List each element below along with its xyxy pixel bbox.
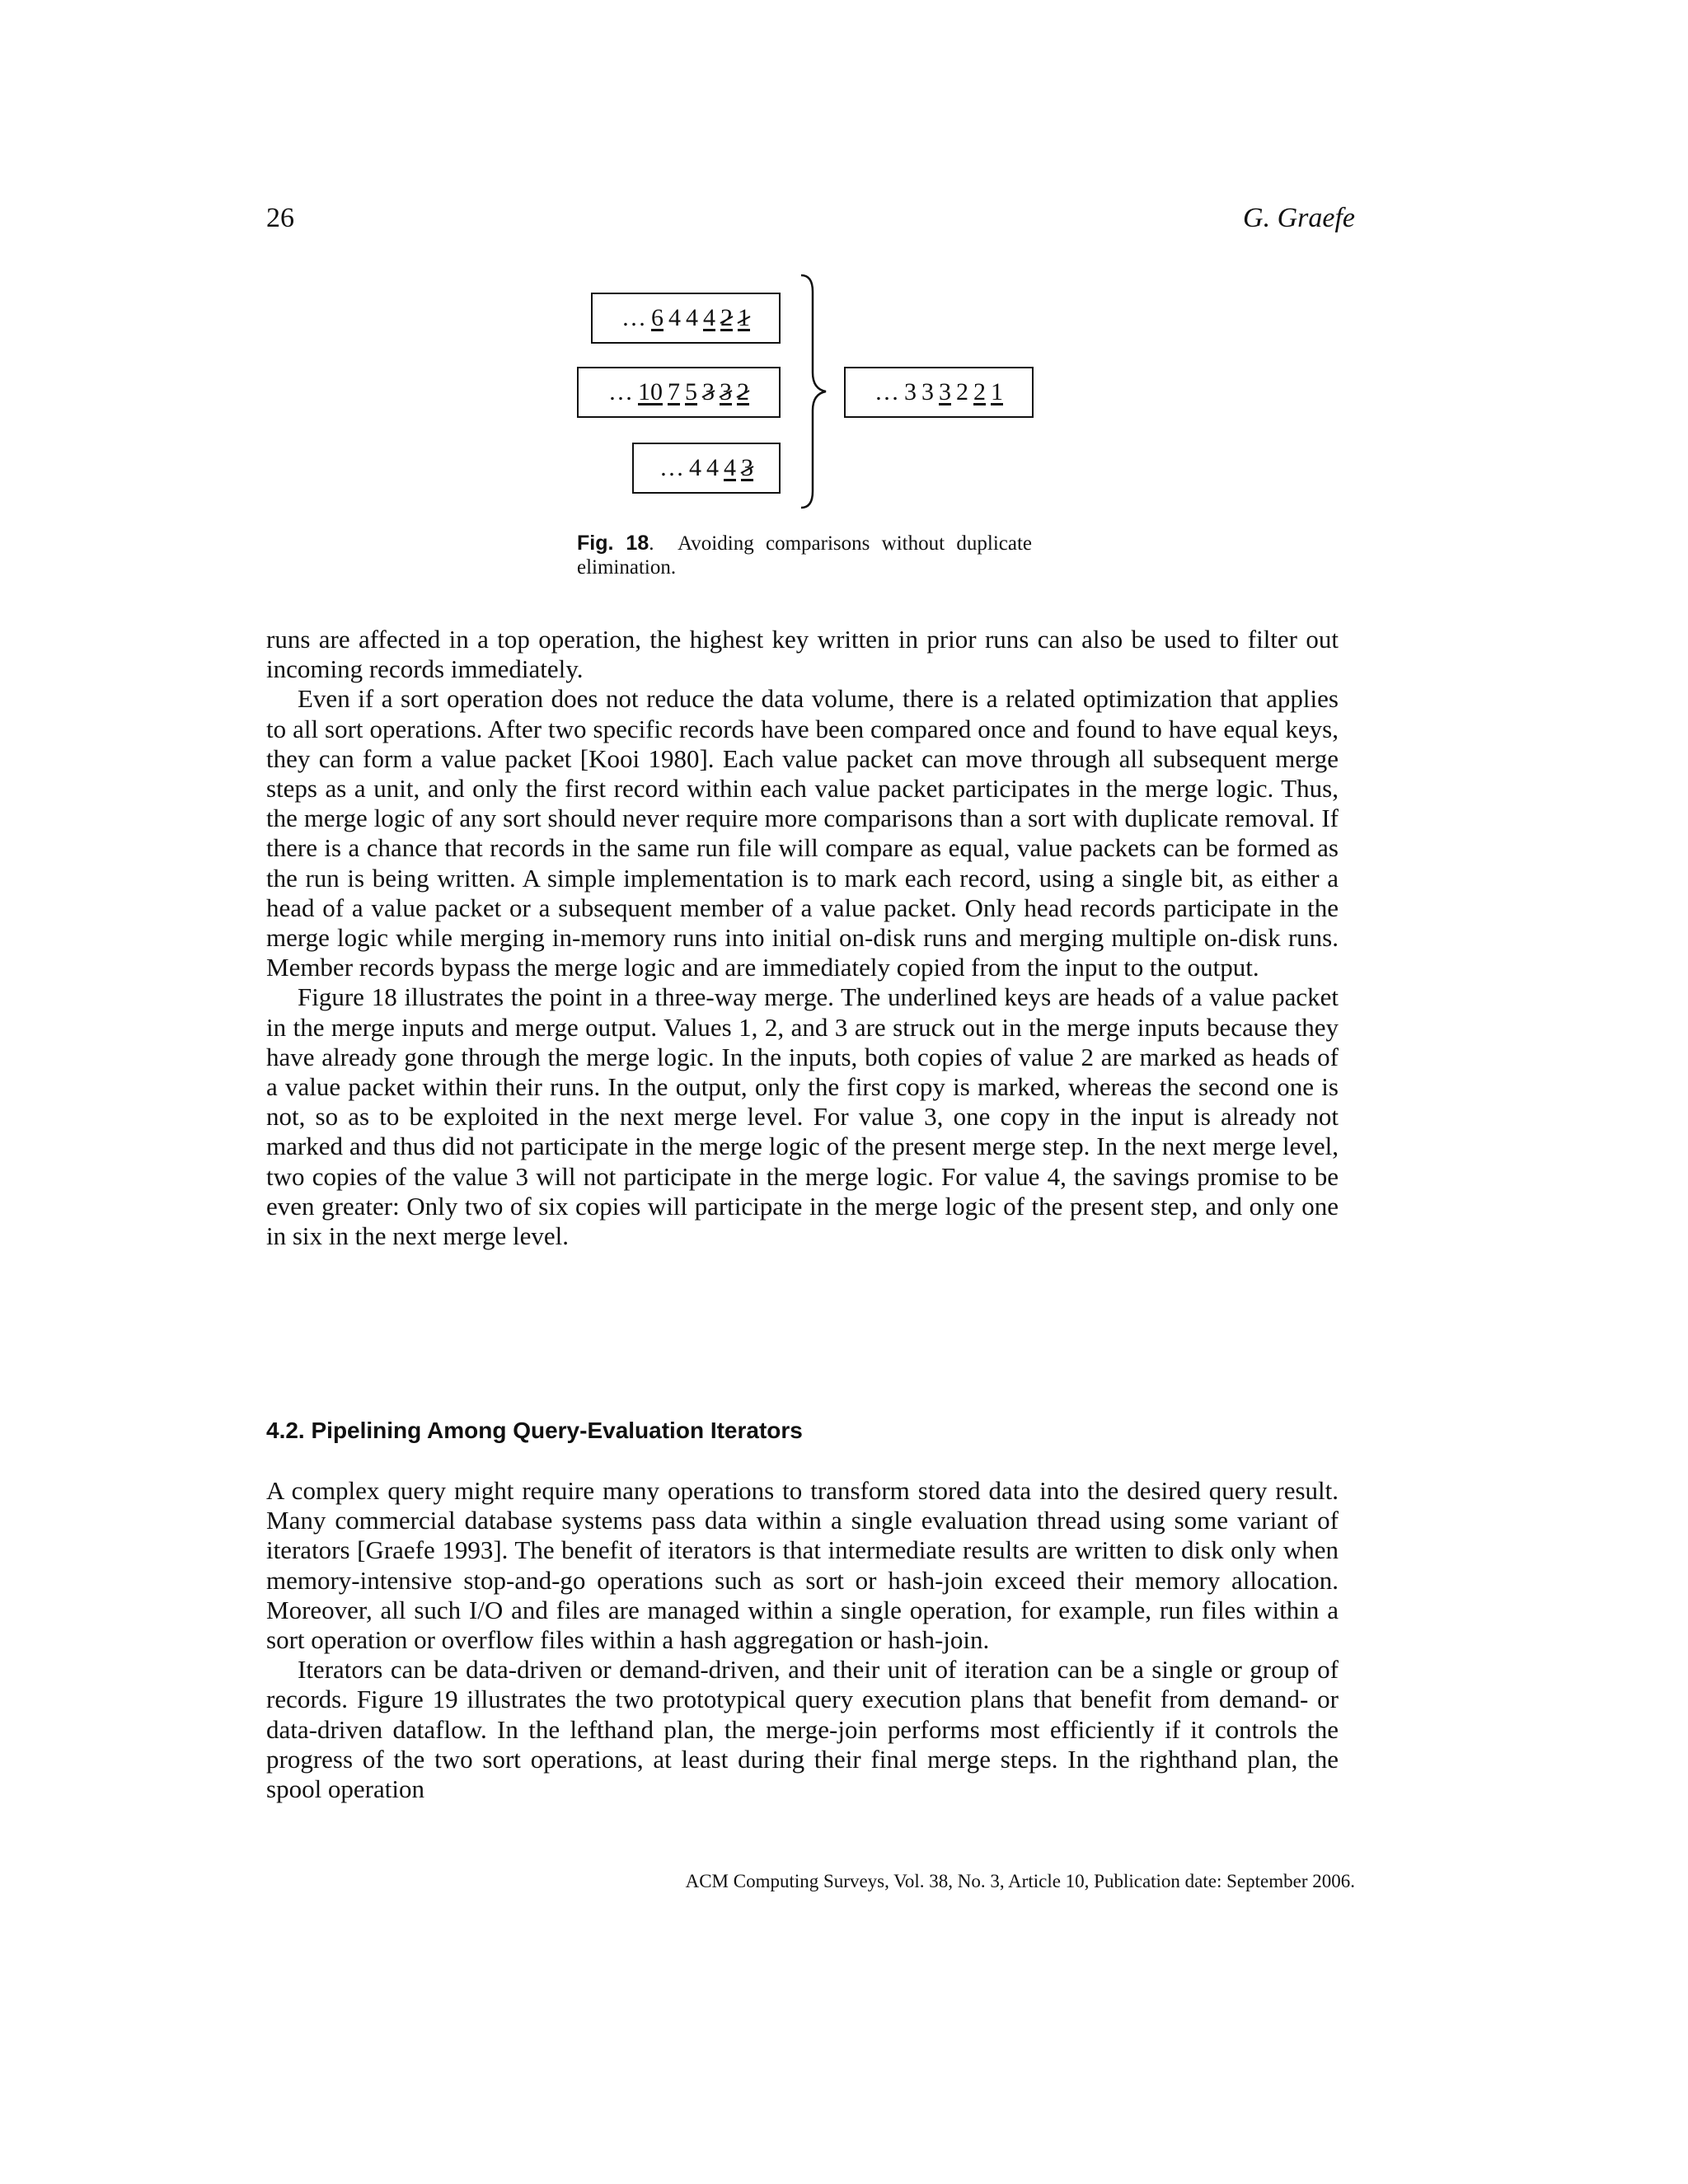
run-key: 10 bbox=[638, 378, 663, 405]
merge-input-run-3 bbox=[632, 443, 781, 494]
section-heading: 4.2. Pipelining Among Query-Evaluation Iterators bbox=[266, 1418, 803, 1443]
run-key: … bbox=[621, 304, 646, 331]
run-key: 4 bbox=[724, 454, 736, 481]
merge-brace bbox=[799, 272, 832, 511]
run-key: 3 bbox=[741, 444, 753, 491]
merge-input-run-2 bbox=[577, 367, 781, 418]
figure-caption: Fig. 18. Avoiding comparisons without duplicate elimination. bbox=[577, 532, 1032, 579]
run-key: 4 bbox=[686, 304, 698, 331]
merge-output-run bbox=[844, 367, 1034, 418]
run-key: 2 bbox=[720, 294, 733, 341]
run-key: 4 bbox=[668, 304, 681, 331]
run-key: 4 bbox=[689, 454, 701, 481]
run-key: 3 bbox=[921, 378, 934, 405]
run-key: 3 bbox=[939, 378, 951, 405]
paragraph-value-packets: Even if a sort operation does not reduce the data volume, there is a related optimization that applies to all sort operations. After two specific records have been compared once and found to have equal keys, they can form a value packet [Kooi 1980]. Each value packet can move through all subsequent merge steps as a unit, and only the first record within each value packet participates in the merge logic. Thus, the merge logic of any sort should never require more comparisons than a sort with duplicate removal. If there is a chance that records in the same run file will compare as equal, value packets can be formed as the run is being written. A simple implementation is to mark each record, using a single bit, as either a head of a value packet or a subsequent member of a value packet. Only head records participate in the merge logic while merging in-memory runs into initial on-disk runs and merging multiple on-disk runs. Member records bypass the merge logic and are immediately copied from the input to the output. bbox=[266, 684, 1339, 982]
figure-caption-text: Avoiding comparisons without duplicate elimination. bbox=[577, 532, 1032, 579]
run-key: 2 bbox=[956, 378, 968, 405]
body-text-upper bbox=[266, 625, 1339, 1251]
paragraph-iterators-intro: A complex query might require many operations to transform stored data into the desired query result. Many commercial database systems pass data within a single evaluation thread using some variant of iterators [Graefe 1993]. The benefit of iterators is that intermediate results are written to disk only when memory-intensive stop-and-go operations such as sort or hash-join exceed their memory allocation. Moreover, all such I/O and files are managed within a single operation, for example, run files within a sort operation or overflow files within a hash aggregation or hash-join. bbox=[266, 1476, 1339, 1655]
run-key: 3 bbox=[720, 368, 732, 415]
figure-label: Fig. 18 bbox=[577, 532, 649, 555]
paragraph-iterators-driven: Iterators can be data-driven or demand-driven, and their unit of iteration can be a single or group of records. Figure 19 illustrates the two prototypical query execution plans that benefit from demand- or data-driven dataflow. In the lefthand plan, the merge-join performs most efficiently if it controls the progress of the two sort operations, at least during their final merge steps. In the righthand plan, the spool operation bbox=[266, 1655, 1339, 1804]
run-key: 2 bbox=[973, 378, 986, 405]
run-key: 4 bbox=[706, 454, 719, 481]
run-key: … bbox=[659, 454, 684, 481]
run-key: … bbox=[874, 378, 899, 405]
run-key: 1 bbox=[991, 378, 1003, 405]
run-key: 7 bbox=[668, 378, 680, 405]
run-key: 6 bbox=[651, 304, 663, 331]
body-text-lower bbox=[266, 1476, 1339, 1804]
run-key: 3 bbox=[702, 368, 715, 415]
merge-input-run-1 bbox=[591, 293, 781, 344]
run-key: 2 bbox=[737, 368, 749, 415]
run-key: … bbox=[608, 378, 633, 405]
page-number: 26 bbox=[266, 203, 294, 233]
journal-footer: ACM Computing Surveys, Vol. 38, No. 3, Article 10, Publication date: September 2006. bbox=[685, 1871, 1355, 1891]
run-key: 5 bbox=[685, 378, 697, 405]
run-key: 3 bbox=[904, 378, 917, 405]
paragraph-continuation: runs are affected in a top operation, the highest key written in prior runs can also be used to filter out incoming records immediately. bbox=[266, 625, 1339, 684]
run-key: 1 bbox=[738, 294, 750, 341]
paragraph-figure-18-discussion: Figure 18 illustrates the point in a three-way merge. The underlined keys are heads of a value packet in the merge inputs and merge output. Values 1, 2, and 3 are struck out in the merge inputs because they have already gone through the merge logic. In the inputs, both copies of value 2 are marked as heads of a value packet within their runs. In the output, only the first copy is marked, whereas the second one is not, so as to be exploited in the next merge level. For value 3, one copy in the input is already not marked and thus did not participate in the merge logic of the present merge step. In the next merge level, two copies of the value 3 will not participate in the merge logic. For value 4, the savings promise to be even greater: Only two of six copies will participate in the merge logic of the present step, and only one in six in the next merge level. bbox=[266, 982, 1339, 1251]
running-head-author: G. Graefe bbox=[1243, 203, 1355, 233]
run-key: 4 bbox=[703, 304, 715, 331]
